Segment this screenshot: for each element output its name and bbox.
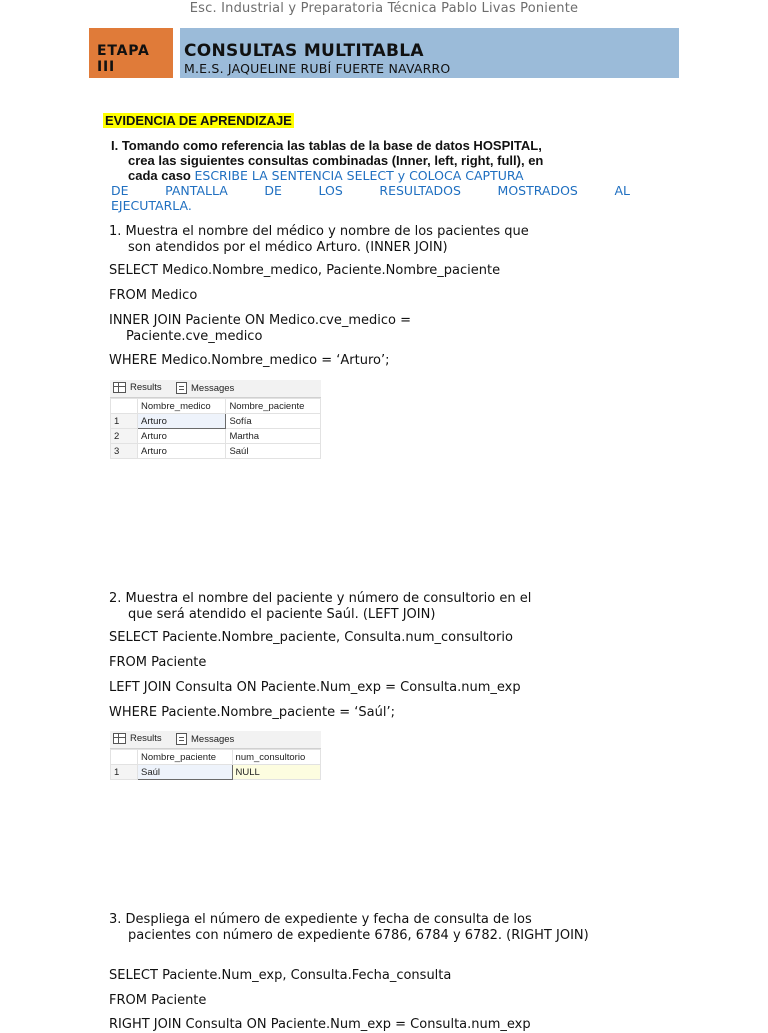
question-3 [109, 912, 623, 943]
q1-from: FROM Medico [109, 288, 198, 303]
question-2 [109, 591, 623, 622]
q2-join: LEFT JOIN Consulta ON Paciente.Num_exp = Consulta.num_exp [109, 680, 521, 695]
question-2-text-cont: que será atendido el paciente Saúl. (LEFT JOIN) [128, 606, 436, 622]
q2-messages-tab[interactable] [176, 733, 234, 745]
table-cell[interactable]: Saúl [138, 765, 233, 780]
column-header: Nombre_paciente [226, 399, 321, 414]
question-2-text: 2. Muestra el nombre del paciente y número de consultorio en el [109, 591, 532, 606]
q1-join-text: INNER JOIN Paciente ON Medico.cve_medico = [109, 313, 412, 328]
page-title: CONSULTAS MULTITABLA [184, 41, 424, 61]
author-name: M.E.S. JAQUELINE RUBÍ FUERTE NAVARRO [184, 61, 451, 76]
q2-results-tab-label: Results [130, 733, 162, 744]
question-3-text: 3. Despliega el número de expediente y fecha de consulta de los [109, 912, 532, 927]
instruction-highlight-2: DE PANTALLA DE LOS RESULTADOS MOSTRADOS AL [111, 183, 630, 198]
row-number-header [111, 399, 138, 414]
instruction-highlight-3: EJECUTARLA [111, 198, 188, 213]
table-cell[interactable]: Arturo [138, 429, 226, 444]
q3-join: RIGHT JOIN Consulta ON Paciente.Num_exp = Consulta.num_exp [109, 1017, 531, 1032]
q1-where: WHERE Medico.Nombre_medico = ‘Arturo’; [109, 353, 390, 368]
q2-results-tab[interactable] [113, 733, 162, 744]
q3-from: FROM Paciente [109, 993, 207, 1008]
messages-icon [176, 733, 187, 745]
table-row[interactable] [111, 444, 321, 459]
instruction-line-2: crea las siguientes consultas combinadas (Inner, left, right, full), en [128, 153, 544, 168]
table-cell[interactable]: Martha [226, 429, 321, 444]
instruction-paragraph [111, 138, 630, 213]
table-cell[interactable]: NULL [232, 765, 320, 780]
instruction-line-3: cada caso [128, 168, 195, 183]
q1-messages-tab-label: Messages [191, 382, 235, 394]
column-header: Nombre_paciente [138, 750, 233, 765]
table-cell[interactable]: Arturo [138, 414, 226, 429]
etapa-number: III [97, 59, 116, 75]
column-header: Nombre_medico [138, 399, 226, 414]
q2-where: WHERE Paciente.Nombre_paciente = ‘Saúl’; [109, 705, 395, 720]
table-row[interactable] [111, 429, 321, 444]
school-name: Esc. Industrial y Preparatoria Técnica Pablo Livas Poniente [189, 1, 579, 16]
instruction-period: . [187, 198, 192, 213]
row-number: 1 [111, 765, 138, 780]
messages-icon [176, 382, 187, 394]
row-number: 2 [111, 429, 138, 444]
row-number: 3 [111, 444, 138, 459]
q1-results-tab[interactable] [113, 382, 162, 393]
question-1-text-cont: son atendidos por el médico Arturo. (INNER JOIN) [128, 239, 448, 255]
table-cell[interactable]: Saúl [226, 444, 321, 459]
q3-select: SELECT Paciente.Num_exp, Consulta.Fecha_consulta [109, 968, 452, 983]
etapa-badge [89, 28, 173, 78]
q2-from: FROM Paciente [109, 655, 207, 670]
table-cell[interactable]: Arturo [138, 444, 226, 459]
q1-results-grid [110, 380, 321, 459]
etapa-label: ETAPA [97, 43, 150, 59]
instruction-line-1: I. Tomando como referencia las tablas de la base de datos HOSPITAL, [111, 138, 542, 153]
row-number-header [111, 750, 138, 765]
evidence-heading: EVIDENCIA DE APRENDIZAJE [105, 113, 292, 128]
column-header: num_consultorio [232, 750, 320, 765]
q1-select: SELECT Medico.Nombre_medico, Paciente.Nombre_paciente [109, 263, 501, 278]
q2-results-grid [110, 731, 321, 780]
instruction-highlight-1: ESCRIBE LA SENTENCIA SELECT y COLOCA CAPTURA [194, 168, 524, 183]
q1-results-tab-label: Results [130, 382, 162, 393]
question-1-text: 1. Muestra el nombre del médico y nombre de los pacientes que [109, 224, 529, 239]
q1-messages-tab[interactable] [176, 382, 234, 394]
q2-messages-tab-label: Messages [191, 733, 235, 745]
row-number: 1 [111, 414, 138, 429]
grid-icon [113, 382, 126, 393]
table-cell[interactable]: Sofía [226, 414, 321, 429]
q1-join-text-cont: Paciente.cve_medico [126, 328, 263, 344]
grid-icon [113, 733, 126, 744]
question-1 [109, 224, 623, 255]
question-3-text-cont: pacientes con número de expediente 6786, 6784 y 6782. (RIGHT JOIN) [128, 927, 589, 943]
table-row[interactable] [111, 414, 321, 429]
q2-results-table [110, 749, 321, 780]
table-row[interactable] [111, 765, 321, 780]
q1-join [109, 313, 411, 344]
q2-select: SELECT Paciente.Nombre_paciente, Consulta.num_consultorio [109, 630, 513, 645]
q1-results-table [110, 398, 321, 459]
title-banner [180, 28, 679, 78]
